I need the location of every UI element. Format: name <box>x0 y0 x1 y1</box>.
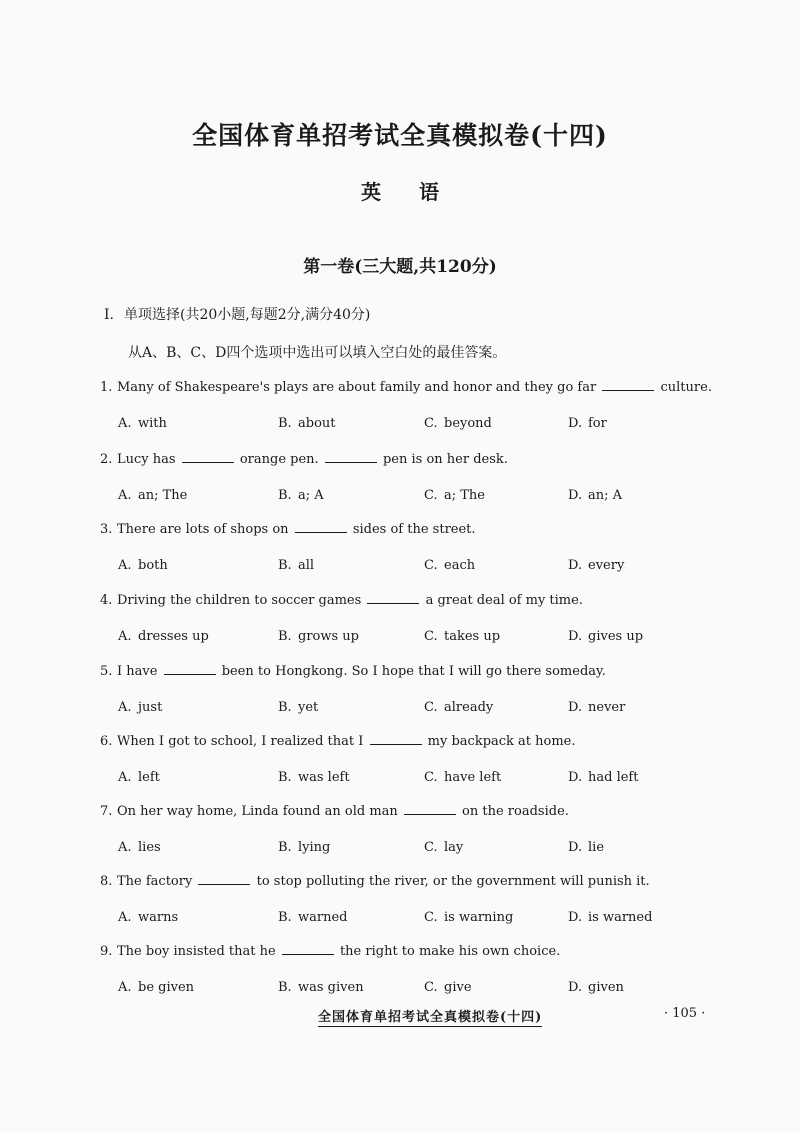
option-letter: C. <box>424 910 438 925</box>
question-text: on the roadside. <box>462 804 569 819</box>
subject-heading: 英语 <box>361 180 477 204</box>
option-text: lying <box>298 840 331 855</box>
option-9-d <box>568 980 624 995</box>
option-text: warned <box>298 910 348 925</box>
question-number: 9. <box>100 944 113 959</box>
option-2-d <box>568 488 622 503</box>
question-text: orange pen. <box>239 452 319 467</box>
option-3-a <box>118 558 168 573</box>
question-text: The factory <box>117 874 193 889</box>
option-text: takes up <box>444 629 501 644</box>
option-7-a <box>118 840 161 855</box>
question-text: culture. <box>660 380 712 395</box>
option-2-b <box>278 488 324 503</box>
question-5 <box>100 664 606 679</box>
option-text: left <box>138 770 160 785</box>
option-7-c <box>424 840 463 855</box>
option-5-a <box>118 700 162 715</box>
question-text: pen is on her desk. <box>382 452 508 467</box>
option-text: just <box>138 700 163 715</box>
section-number: Ⅰ. <box>104 307 114 323</box>
option-text: had left <box>588 770 639 785</box>
option-text: was given <box>298 980 364 995</box>
option-letter: D. <box>568 700 583 715</box>
option-text: both <box>138 558 168 573</box>
question-number: 7. <box>100 804 113 819</box>
option-3-b <box>278 558 314 573</box>
option-letter: C. <box>424 416 438 431</box>
option-letter: B. <box>278 488 292 503</box>
option-letter: D. <box>568 770 583 785</box>
option-9-b <box>278 980 364 995</box>
question-4 <box>100 593 583 608</box>
answer-blank <box>164 664 216 675</box>
option-letter: A. <box>118 558 132 573</box>
option-text: be given <box>138 980 195 995</box>
option-6-c <box>424 770 501 785</box>
option-8-a <box>118 910 178 925</box>
option-letter: A. <box>118 910 132 925</box>
option-4-a <box>118 629 209 644</box>
answer-blank <box>198 874 250 885</box>
question-7 <box>100 804 569 819</box>
option-9-a <box>118 980 194 995</box>
option-text: with <box>138 416 167 431</box>
question-text: to stop polluting the river, or the government will punish it. <box>256 874 650 889</box>
option-letter: A. <box>118 770 132 785</box>
option-letter: C. <box>424 700 438 715</box>
option-letter: C. <box>424 770 438 785</box>
option-letter: B. <box>278 629 292 644</box>
option-2-c <box>424 488 485 503</box>
question-3 <box>100 522 476 537</box>
answer-blank <box>370 734 422 745</box>
question-text: The boy insisted that he <box>117 944 276 959</box>
page-number: · 105 · <box>664 1006 706 1021</box>
option-6-a <box>118 770 160 785</box>
option-6-b <box>278 770 350 785</box>
option-letter: B. <box>278 558 292 573</box>
option-text: have left <box>444 770 502 785</box>
option-text: warns <box>138 910 179 925</box>
section-heading <box>104 304 370 324</box>
option-letter: B. <box>278 980 292 995</box>
question-number: 4. <box>100 593 113 608</box>
option-text: never <box>588 700 626 715</box>
section-instruction: 从A、B、C、D四个选项中选出可以填入空白处的最佳答案。 <box>128 345 507 361</box>
question-2 <box>100 452 508 467</box>
option-6-d <box>568 770 638 785</box>
question-text: I have <box>117 664 158 679</box>
question-8 <box>100 874 650 889</box>
option-letter: B. <box>278 416 292 431</box>
option-letter: B. <box>278 840 292 855</box>
question-text: my backpack at home. <box>427 734 576 749</box>
option-text: each <box>444 558 476 573</box>
option-1-a <box>118 416 167 431</box>
option-3-d <box>568 558 624 573</box>
answer-blank <box>182 452 234 463</box>
question-number: 5. <box>100 664 113 679</box>
option-letter: D. <box>568 488 583 503</box>
question-text: been to Hongkong. So I hope that I will go there someday. <box>221 664 606 679</box>
question-number: 6. <box>100 734 113 749</box>
answer-blank <box>295 522 347 533</box>
option-4-b <box>278 629 359 644</box>
option-text: is warned <box>588 910 653 925</box>
option-letter: D. <box>568 558 583 573</box>
option-text: dresses up <box>138 629 209 644</box>
option-text: lies <box>138 840 161 855</box>
question-number: 1. <box>100 380 113 395</box>
option-letter: A. <box>118 416 132 431</box>
question-1 <box>100 380 712 395</box>
option-text: an; A <box>588 488 623 503</box>
option-letter: A. <box>118 629 132 644</box>
option-1-d <box>568 416 607 431</box>
page-title: 全国体育单招考试全真模拟卷(十四) <box>192 121 608 150</box>
option-5-c <box>424 700 493 715</box>
option-letter: D. <box>568 416 583 431</box>
option-text: yet <box>298 700 319 715</box>
option-7-b <box>278 840 330 855</box>
option-text: for <box>588 416 607 431</box>
option-letter: A. <box>118 700 132 715</box>
question-text: sides of the street. <box>352 522 476 537</box>
question-number: 2. <box>100 452 113 467</box>
question-number: 8. <box>100 874 113 889</box>
option-text: lie <box>588 840 605 855</box>
option-9-c <box>424 980 472 995</box>
option-text: gives up <box>588 629 644 644</box>
option-4-c <box>424 629 500 644</box>
option-text: an; The <box>138 488 188 503</box>
option-text: beyond <box>444 416 492 431</box>
question-text: Driving the children to soccer games <box>117 593 362 608</box>
option-letter: C. <box>424 840 438 855</box>
volume-heading: 第一卷(三大题,共120分) <box>303 257 497 277</box>
option-text: was left <box>298 770 350 785</box>
option-letter: C. <box>424 488 438 503</box>
option-letter: B. <box>278 770 292 785</box>
question-text: There are lots of shops on <box>117 522 289 537</box>
option-8-d <box>568 910 652 925</box>
answer-blank <box>367 593 419 604</box>
option-5-b <box>278 700 318 715</box>
option-letter: D. <box>568 910 583 925</box>
option-letter: D. <box>568 980 583 995</box>
option-letter: B. <box>278 910 292 925</box>
question-text: When I got to school, I realized that I <box>117 734 364 749</box>
option-text: given <box>588 980 624 995</box>
option-3-c <box>424 558 475 573</box>
option-7-d <box>568 840 604 855</box>
option-text: about <box>298 416 336 431</box>
answer-blank <box>404 804 456 815</box>
option-text: is warning <box>444 910 514 925</box>
option-1-c <box>424 416 492 431</box>
answer-blank <box>325 452 377 463</box>
option-letter: C. <box>424 980 438 995</box>
option-text: a; The <box>444 488 485 503</box>
question-text: the right to make his own choice. <box>339 944 561 959</box>
question-9 <box>100 944 560 959</box>
question-text: a great deal of my time. <box>425 593 583 608</box>
section-title: 单项选择(共20小题,每题2分,满分40分) <box>124 307 371 323</box>
answer-blank <box>602 380 654 391</box>
option-letter: B. <box>278 700 292 715</box>
question-text: Lucy has <box>117 452 176 467</box>
option-letter: A. <box>118 840 132 855</box>
question-text: Many of Shakespeare's plays are about family and honor and they go far <box>117 380 597 395</box>
option-letter: C. <box>424 558 438 573</box>
question-text: On her way home, Linda found an old man <box>117 804 398 819</box>
option-text: give <box>444 980 472 995</box>
option-letter: C. <box>424 629 438 644</box>
question-number: 3. <box>100 522 113 537</box>
option-text: already <box>444 700 494 715</box>
option-letter: A. <box>118 488 132 503</box>
option-text: grows up <box>298 629 359 644</box>
option-text: all <box>298 558 315 573</box>
option-letter: A. <box>118 980 132 995</box>
footer-title: 全国体育单招考试全真模拟卷(十四) <box>318 1006 542 1027</box>
option-text: every <box>588 558 625 573</box>
option-4-d <box>568 629 643 644</box>
option-text: lay <box>444 840 464 855</box>
option-5-d <box>568 700 625 715</box>
option-letter: D. <box>568 629 583 644</box>
option-letter: D. <box>568 840 583 855</box>
option-1-b <box>278 416 336 431</box>
question-6 <box>100 734 576 749</box>
option-8-b <box>278 910 347 925</box>
option-2-a <box>118 488 187 503</box>
option-8-c <box>424 910 513 925</box>
answer-blank <box>282 944 334 955</box>
option-text: a; A <box>298 488 324 503</box>
